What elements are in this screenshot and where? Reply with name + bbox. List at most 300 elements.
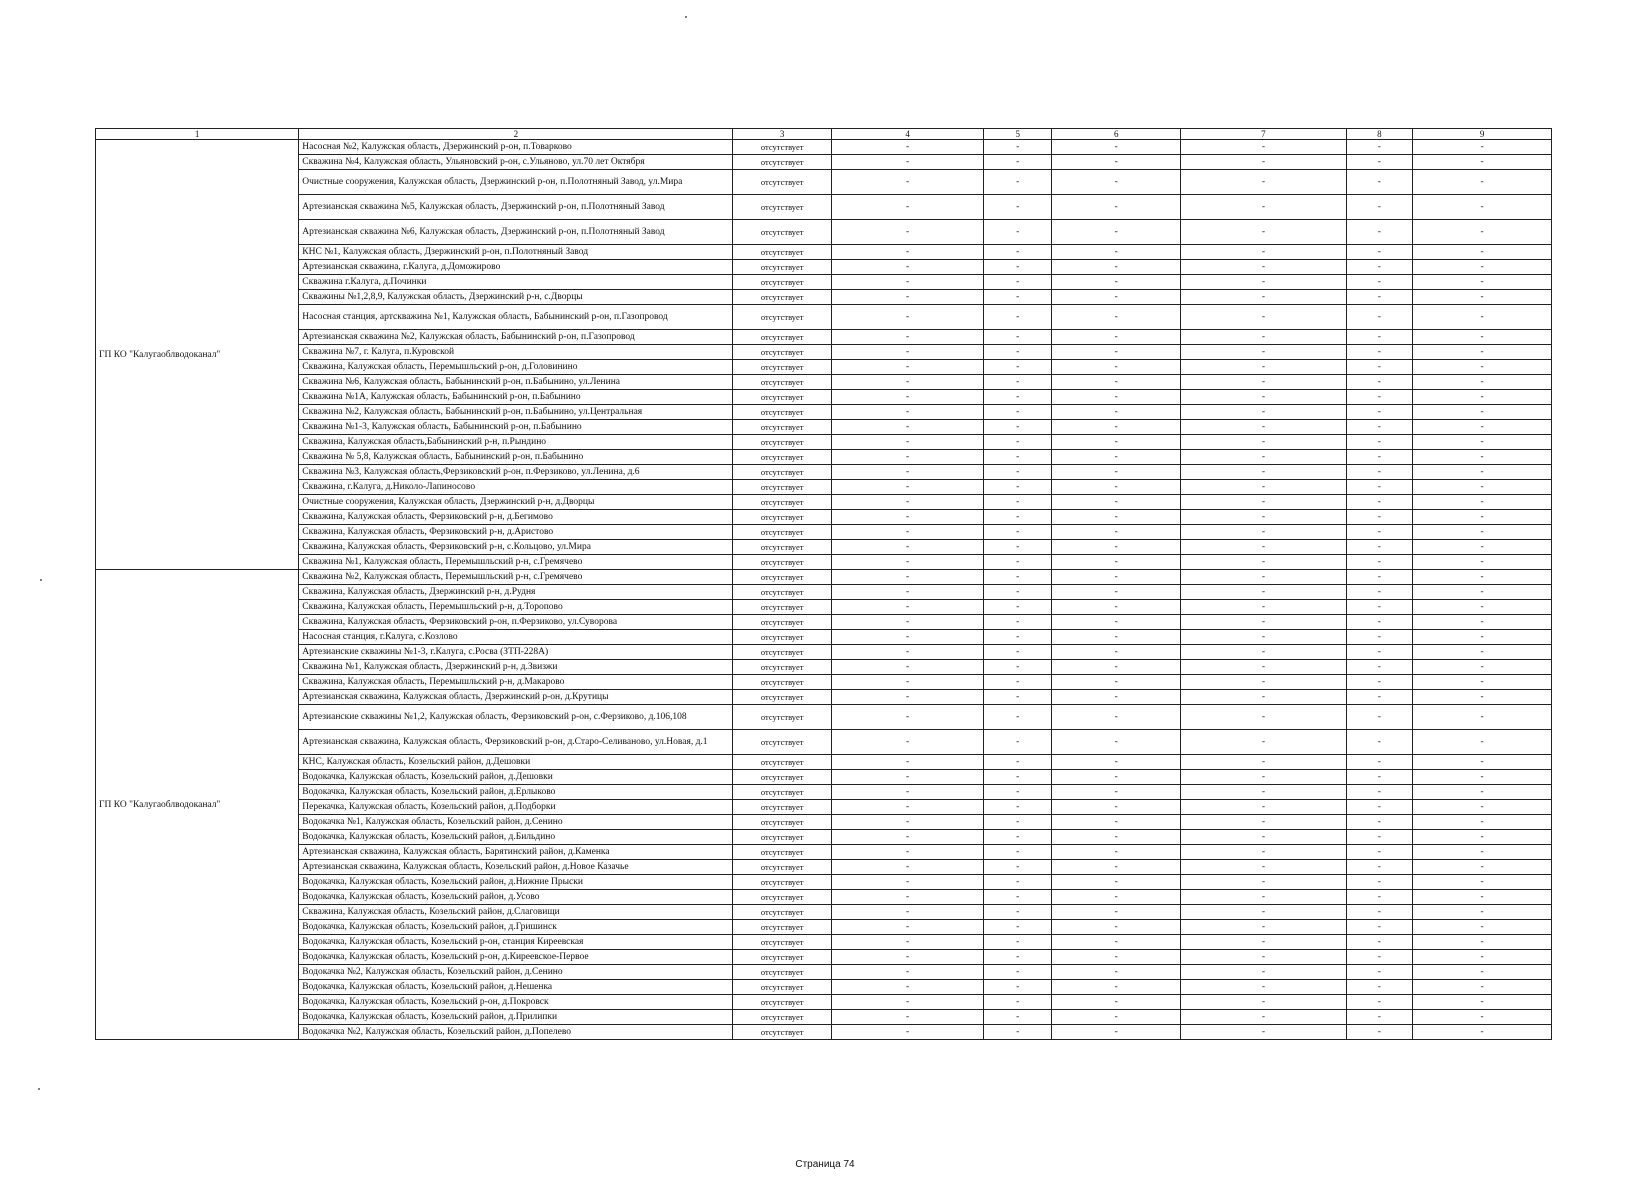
value-cell-col-6: - [1052, 890, 1181, 905]
value-cell-col-8: - [1346, 800, 1413, 815]
value-cell-col-5: - [984, 950, 1052, 965]
table-row [96, 275, 1552, 290]
status-cell: отсутствует [733, 195, 831, 220]
status-cell: отсутствует [733, 1010, 831, 1025]
value-cell-col-6: - [1052, 510, 1181, 525]
status-cell: отсутствует [733, 405, 831, 420]
value-cell-col-6: - [1052, 555, 1181, 570]
value-cell-col-4: - [831, 920, 983, 935]
table-row [96, 815, 1552, 830]
table-row [96, 690, 1552, 705]
table-row [96, 570, 1552, 585]
status-cell: отсутствует [733, 615, 831, 630]
value-cell-col-9: - [1413, 170, 1552, 195]
value-cell-col-8: - [1346, 140, 1413, 155]
value-cell-col-8: - [1346, 690, 1413, 705]
object-name-cell: Скважина, г.Калуга, д.Николо-Лапиносово [299, 480, 733, 495]
value-cell-col-6: - [1052, 245, 1181, 260]
value-cell-col-6: - [1052, 690, 1181, 705]
value-cell-col-7: - [1181, 785, 1346, 800]
value-cell-col-7: - [1181, 690, 1346, 705]
value-cell-col-7: - [1181, 815, 1346, 830]
table-row [96, 480, 1552, 495]
status-cell: отсутствует [733, 360, 831, 375]
object-name-cell: Скважина №1, Калужская область, Перемышльский р-н, с.Гремячево [299, 555, 733, 570]
value-cell-col-9: - [1413, 965, 1552, 980]
status-cell: отсутствует [733, 845, 831, 860]
value-cell-col-4: - [831, 155, 983, 170]
object-name-cell: Артезианская скважина, г.Калуга, д.Доможирово [299, 260, 733, 275]
value-cell-col-7: - [1181, 600, 1346, 615]
value-cell-col-6: - [1052, 360, 1181, 375]
value-cell-col-7: - [1181, 920, 1346, 935]
value-cell-col-9: - [1413, 220, 1552, 245]
value-cell-col-5: - [984, 390, 1052, 405]
status-cell: отсутствует [733, 450, 831, 465]
value-cell-col-8: - [1346, 450, 1413, 465]
value-cell-col-9: - [1413, 290, 1552, 305]
table-row [96, 770, 1552, 785]
value-cell-col-4: - [831, 875, 983, 890]
value-cell-col-5: - [984, 450, 1052, 465]
value-cell-col-5: - [984, 330, 1052, 345]
value-cell-col-8: - [1346, 305, 1413, 330]
value-cell-col-5: - [984, 800, 1052, 815]
value-cell-col-7: - [1181, 630, 1346, 645]
table-row [96, 630, 1552, 645]
table-row [96, 260, 1552, 275]
value-cell-col-9: - [1413, 785, 1552, 800]
value-cell-col-5: - [984, 995, 1052, 1010]
object-name-cell: Скважина №1, Калужская область, Дзержинский р-н, д.Звизжи [299, 660, 733, 675]
value-cell-col-5: - [984, 645, 1052, 660]
value-cell-col-4: - [831, 450, 983, 465]
value-cell-col-9: - [1413, 755, 1552, 770]
value-cell-col-8: - [1346, 1025, 1413, 1040]
table-row [96, 935, 1552, 950]
object-name-cell: Скважина №1А, Калужская область, Бабынинский р-он, п.Бабынино [299, 390, 733, 405]
value-cell-col-8: - [1346, 1010, 1413, 1025]
value-cell-col-7: - [1181, 1010, 1346, 1025]
value-cell-col-5: - [984, 1025, 1052, 1040]
value-cell-col-8: - [1346, 405, 1413, 420]
table-row [96, 890, 1552, 905]
value-cell-col-7: - [1181, 390, 1346, 405]
value-cell-col-4: - [831, 465, 983, 480]
value-cell-col-9: - [1413, 645, 1552, 660]
value-cell-col-4: - [831, 220, 983, 245]
table-row [96, 905, 1552, 920]
status-cell: отсутствует [733, 275, 831, 290]
table-row [96, 585, 1552, 600]
value-cell-col-9: - [1413, 830, 1552, 845]
value-cell-col-7: - [1181, 465, 1346, 480]
value-cell-col-4: - [831, 980, 983, 995]
value-cell-col-7: - [1181, 995, 1346, 1010]
object-name-cell: Артезианская скважина, Калужская область, Козельский район, д.Новое Казачье [299, 860, 733, 875]
value-cell-col-8: - [1346, 330, 1413, 345]
value-cell-col-5: - [984, 785, 1052, 800]
value-cell-col-5: - [984, 615, 1052, 630]
value-cell-col-4: - [831, 705, 983, 730]
object-name-cell: Скважина №2, Калужская область, Перемышльский р-н, с.Гремячево [299, 570, 733, 585]
table-row [96, 800, 1552, 815]
value-cell-col-6: - [1052, 815, 1181, 830]
value-cell-col-8: - [1346, 965, 1413, 980]
table-row [96, 245, 1552, 260]
value-cell-col-4: - [831, 995, 983, 1010]
object-name-cell: Артезианские скважины №1,2, Калужская область, Ферзиковский р-он, с.Ферзиково, д.106,108 [299, 705, 733, 730]
object-name-cell: Скважина, Калужская область, Перемышльский р-н, д.Макарово [299, 675, 733, 690]
object-name-cell: Артезианская скважина, Калужская область, Барятинский район, д.Каменка [299, 845, 733, 860]
object-name-cell: Насосная станция, артскважина №1, Калужская область, Бабынинский р-он, п.Газопровод [299, 305, 733, 330]
value-cell-col-7: - [1181, 480, 1346, 495]
value-cell-col-4: - [831, 630, 983, 645]
object-name-cell: Скважина №6, Калужская область, Бабынинский р-он, п.Бабынино, ул.Ленина [299, 375, 733, 390]
column-number-1: 1 [96, 129, 299, 140]
value-cell-col-6: - [1052, 155, 1181, 170]
value-cell-col-8: - [1346, 435, 1413, 450]
value-cell-col-5: - [984, 980, 1052, 995]
value-cell-col-5: - [984, 495, 1052, 510]
status-cell: отсутствует [733, 140, 831, 155]
value-cell-col-7: - [1181, 555, 1346, 570]
value-cell-col-5: - [984, 525, 1052, 540]
value-cell-col-8: - [1346, 705, 1413, 730]
value-cell-col-7: - [1181, 875, 1346, 890]
value-cell-col-7: - [1181, 155, 1346, 170]
value-cell-col-9: - [1413, 345, 1552, 360]
value-cell-col-4: - [831, 525, 983, 540]
value-cell-col-8: - [1346, 905, 1413, 920]
value-cell-col-9: - [1413, 465, 1552, 480]
value-cell-col-7: - [1181, 305, 1346, 330]
value-cell-col-8: - [1346, 275, 1413, 290]
table-row [96, 290, 1552, 305]
value-cell-col-7: - [1181, 525, 1346, 540]
value-cell-col-8: - [1346, 630, 1413, 645]
table-row [96, 405, 1552, 420]
value-cell-col-6: - [1052, 730, 1181, 755]
table-row [96, 860, 1552, 875]
value-cell-col-5: - [984, 540, 1052, 555]
status-cell: отсутствует [733, 875, 831, 890]
value-cell-col-9: - [1413, 690, 1552, 705]
value-cell-col-5: - [984, 275, 1052, 290]
table-row [96, 390, 1552, 405]
value-cell-col-8: - [1346, 525, 1413, 540]
value-cell-col-4: - [831, 905, 983, 920]
value-cell-col-4: - [831, 345, 983, 360]
value-cell-col-9: - [1413, 260, 1552, 275]
table-row [96, 920, 1552, 935]
value-cell-col-7: - [1181, 755, 1346, 770]
status-cell: отсутствует [733, 935, 831, 950]
value-cell-col-6: - [1052, 585, 1181, 600]
value-cell-col-4: - [831, 305, 983, 330]
value-cell-col-9: - [1413, 890, 1552, 905]
value-cell-col-4: - [831, 195, 983, 220]
value-cell-col-6: - [1052, 260, 1181, 275]
value-cell-col-4: - [831, 510, 983, 525]
value-cell-col-9: - [1413, 510, 1552, 525]
value-cell-col-4: - [831, 420, 983, 435]
value-cell-col-8: - [1346, 510, 1413, 525]
value-cell-col-8: - [1346, 890, 1413, 905]
value-cell-col-5: - [984, 920, 1052, 935]
table-row [96, 615, 1552, 630]
value-cell-col-7: - [1181, 330, 1346, 345]
value-cell-col-6: - [1052, 170, 1181, 195]
value-cell-col-4: - [831, 390, 983, 405]
table-row [96, 170, 1552, 195]
value-cell-col-5: - [984, 585, 1052, 600]
value-cell-col-5: - [984, 660, 1052, 675]
value-cell-col-9: - [1413, 245, 1552, 260]
value-cell-col-7: - [1181, 830, 1346, 845]
value-cell-col-4: - [831, 290, 983, 305]
value-cell-col-5: - [984, 905, 1052, 920]
value-cell-col-6: - [1052, 980, 1181, 995]
value-cell-col-4: - [831, 770, 983, 785]
value-cell-col-5: - [984, 860, 1052, 875]
value-cell-col-6: - [1052, 435, 1181, 450]
scan-speck [40, 579, 42, 581]
value-cell-col-6: - [1052, 1010, 1181, 1025]
object-name-cell: Водокачка, Калужская область, Козельский район, д.Дешовки [299, 770, 733, 785]
status-cell: отсутствует [733, 390, 831, 405]
table-row [96, 645, 1552, 660]
status-cell: отсутствует [733, 830, 831, 845]
value-cell-col-6: - [1052, 305, 1181, 330]
object-name-cell: Артезианская скважина №6, Калужская область, Дзержинский р-он, п.Полотняный Завод [299, 220, 733, 245]
value-cell-col-8: - [1346, 540, 1413, 555]
value-cell-col-6: - [1052, 290, 1181, 305]
value-cell-col-4: - [831, 660, 983, 675]
status-cell: отсутствует [733, 815, 831, 830]
value-cell-col-9: - [1413, 1025, 1552, 1040]
status-cell: отсутствует [733, 305, 831, 330]
object-name-cell: Водокачка, Калужская область, Козельский район, д.Нешенка [299, 980, 733, 995]
value-cell-col-6: - [1052, 140, 1181, 155]
value-cell-col-4: - [831, 375, 983, 390]
value-cell-col-6: - [1052, 705, 1181, 730]
value-cell-col-7: - [1181, 935, 1346, 950]
value-cell-col-7: - [1181, 405, 1346, 420]
status-cell: отсутствует [733, 730, 831, 755]
table-body [96, 140, 1552, 1040]
status-cell: отсутствует [733, 345, 831, 360]
value-cell-col-4: - [831, 140, 983, 155]
value-cell-col-5: - [984, 705, 1052, 730]
value-cell-col-4: - [831, 890, 983, 905]
value-cell-col-8: - [1346, 570, 1413, 585]
object-name-cell: Перекачка, Калужская область, Козельский район, д.Подборки [299, 800, 733, 815]
value-cell-col-9: - [1413, 675, 1552, 690]
value-cell-col-5: - [984, 1010, 1052, 1025]
value-cell-col-9: - [1413, 860, 1552, 875]
object-name-cell: Артезианская скважина, Калужская область, Ферзиковский р-он, д.Старо-Селиваново, ул.Новая, д.1 [299, 730, 733, 755]
value-cell-col-6: - [1052, 800, 1181, 815]
table-row [96, 375, 1552, 390]
object-name-cell: Водокачка №1, Калужская область, Козельский район, д.Сенино [299, 815, 733, 830]
status-cell: отсутствует [733, 890, 831, 905]
scan-speck [38, 1088, 40, 1090]
value-cell-col-4: - [831, 690, 983, 705]
value-cell-col-5: - [984, 600, 1052, 615]
status-cell: отсутствует [733, 860, 831, 875]
status-cell: отсутствует [733, 435, 831, 450]
value-cell-col-8: - [1346, 980, 1413, 995]
value-cell-col-4: - [831, 1025, 983, 1040]
value-cell-col-5: - [984, 305, 1052, 330]
value-cell-col-5: - [984, 890, 1052, 905]
value-cell-col-4: - [831, 755, 983, 770]
object-name-cell: Скважина г.Калуга, д.Починки [299, 275, 733, 290]
value-cell-col-4: - [831, 435, 983, 450]
value-cell-col-5: - [984, 420, 1052, 435]
column-number-row [96, 129, 1552, 140]
object-name-cell: Скважина №1-3, Калужская область, Бабынинский р-он, п.Бабынино [299, 420, 733, 435]
value-cell-col-7: - [1181, 730, 1346, 755]
value-cell-col-6: - [1052, 755, 1181, 770]
status-cell: отсутствует [733, 480, 831, 495]
value-cell-col-4: - [831, 275, 983, 290]
value-cell-col-8: - [1346, 815, 1413, 830]
value-cell-col-7: - [1181, 585, 1346, 600]
value-cell-col-8: - [1346, 360, 1413, 375]
table-row [96, 995, 1552, 1010]
value-cell-col-5: - [984, 465, 1052, 480]
scan-speck [685, 16, 687, 18]
object-name-cell: Водокачка, Калужская область, Козельский район, д.Бильдино [299, 830, 733, 845]
value-cell-col-4: - [831, 260, 983, 275]
object-name-cell: Скважина, Калужская область, Дзержинский р-н, д.Рудня [299, 585, 733, 600]
value-cell-col-6: - [1052, 830, 1181, 845]
value-cell-col-6: - [1052, 195, 1181, 220]
status-cell: отсутствует [733, 1025, 831, 1040]
value-cell-col-8: - [1346, 920, 1413, 935]
value-cell-col-5: - [984, 630, 1052, 645]
value-cell-col-8: - [1346, 155, 1413, 170]
value-cell-col-9: - [1413, 905, 1552, 920]
value-cell-col-7: - [1181, 645, 1346, 660]
value-cell-col-5: - [984, 140, 1052, 155]
table-row [96, 965, 1552, 980]
table-row [96, 980, 1552, 995]
value-cell-col-7: - [1181, 570, 1346, 585]
value-cell-col-5: - [984, 245, 1052, 260]
value-cell-col-7: - [1181, 800, 1346, 815]
status-cell: отсутствует [733, 510, 831, 525]
value-cell-col-5: - [984, 260, 1052, 275]
value-cell-col-5: - [984, 875, 1052, 890]
table-row [96, 140, 1552, 155]
status-cell: отсутствует [733, 660, 831, 675]
value-cell-col-7: - [1181, 615, 1346, 630]
value-cell-col-8: - [1346, 290, 1413, 305]
value-cell-col-9: - [1413, 305, 1552, 330]
value-cell-col-9: - [1413, 920, 1552, 935]
object-name-cell: КНС №1, Калужская область, Дзержинский р-он, п.Полотняный Завод [299, 245, 733, 260]
column-number-7: 7 [1181, 129, 1346, 140]
value-cell-col-9: - [1413, 495, 1552, 510]
value-cell-col-7: - [1181, 290, 1346, 305]
value-cell-col-6: - [1052, 220, 1181, 245]
value-cell-col-5: - [984, 480, 1052, 495]
value-cell-col-6: - [1052, 905, 1181, 920]
value-cell-col-5: - [984, 290, 1052, 305]
value-cell-col-9: - [1413, 275, 1552, 290]
value-cell-col-4: - [831, 860, 983, 875]
organization-cell: ГП КО "Калугаоблводоканал" [96, 570, 299, 1040]
table-row [96, 155, 1552, 170]
value-cell-col-4: - [831, 845, 983, 860]
value-cell-col-6: - [1052, 995, 1181, 1010]
table-row [96, 730, 1552, 755]
value-cell-col-9: - [1413, 140, 1552, 155]
value-cell-col-6: - [1052, 770, 1181, 785]
value-cell-col-7: - [1181, 845, 1346, 860]
object-name-cell: Очистные сооружения, Калужская область, Дзержинский р-он, п.Полотняный Завод, ул.Мира [299, 170, 733, 195]
value-cell-col-8: - [1346, 390, 1413, 405]
value-cell-col-7: - [1181, 345, 1346, 360]
table-row [96, 675, 1552, 690]
value-cell-col-7: - [1181, 435, 1346, 450]
value-cell-col-8: - [1346, 935, 1413, 950]
value-cell-col-4: - [831, 965, 983, 980]
value-cell-col-9: - [1413, 555, 1552, 570]
value-cell-col-8: - [1346, 675, 1413, 690]
value-cell-col-8: - [1346, 195, 1413, 220]
object-name-cell: Водокачка, Калужская область, Козельский район, д.Нижние Прыски [299, 875, 733, 890]
value-cell-col-7: - [1181, 980, 1346, 995]
status-cell: отсутствует [733, 155, 831, 170]
table-row [96, 875, 1552, 890]
value-cell-col-6: - [1052, 420, 1181, 435]
value-cell-col-9: - [1413, 845, 1552, 860]
value-cell-col-5: - [984, 570, 1052, 585]
value-cell-col-7: - [1181, 275, 1346, 290]
value-cell-col-9: - [1413, 585, 1552, 600]
object-name-cell: Скважина, Калужская область, Перемышльский р-н, д.Торопово [299, 600, 733, 615]
value-cell-col-9: - [1413, 155, 1552, 170]
value-cell-col-7: - [1181, 965, 1346, 980]
column-number-8: 8 [1346, 129, 1413, 140]
value-cell-col-7: - [1181, 450, 1346, 465]
value-cell-col-7: - [1181, 245, 1346, 260]
value-cell-col-4: - [831, 330, 983, 345]
value-cell-col-8: - [1346, 875, 1413, 890]
object-name-cell: Артезианская скважина, Калужская область, Дзержинский р-он, д.Крутицы [299, 690, 733, 705]
value-cell-col-7: - [1181, 860, 1346, 875]
value-cell-col-5: - [984, 755, 1052, 770]
value-cell-col-4: - [831, 555, 983, 570]
value-cell-col-5: - [984, 555, 1052, 570]
object-name-cell: Скважина, Калужская область, Козельский район, д.Слаговищи [299, 905, 733, 920]
value-cell-col-7: - [1181, 495, 1346, 510]
value-cell-col-6: - [1052, 275, 1181, 290]
value-cell-col-5: - [984, 155, 1052, 170]
column-number-2: 2 [299, 129, 733, 140]
status-cell: отсутствует [733, 690, 831, 705]
value-cell-col-7: - [1181, 375, 1346, 390]
status-cell: отсутствует [733, 920, 831, 935]
object-name-cell: Скважина, Калужская область, Ферзиковский р-н, д.Аристово [299, 525, 733, 540]
value-cell-col-6: - [1052, 875, 1181, 890]
value-cell-col-7: - [1181, 540, 1346, 555]
value-cell-col-6: - [1052, 495, 1181, 510]
